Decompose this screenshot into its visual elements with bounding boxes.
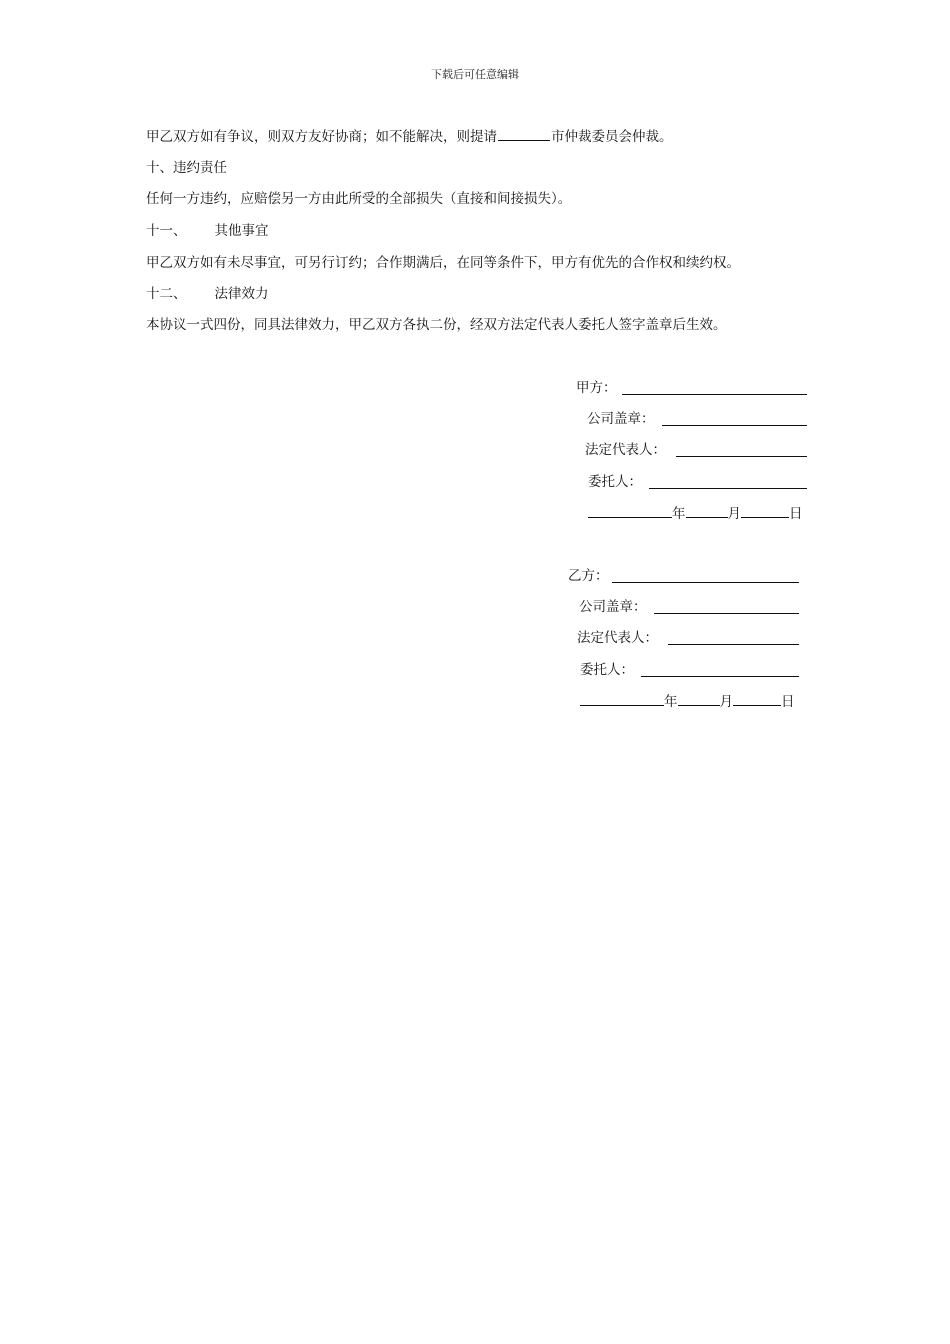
section-12-title: 法律效力 xyxy=(214,286,269,302)
party-a-rep-label: 法定代表人： xyxy=(585,442,666,458)
dispute-paragraph xyxy=(146,128,673,146)
party-b-name-line[interactable] xyxy=(612,582,799,583)
party-b-year-blank[interactable] xyxy=(580,692,664,706)
section-11-heading xyxy=(146,222,269,240)
party-a-day-blank[interactable] xyxy=(741,504,789,518)
party-b-agent-label: 委托人： xyxy=(580,662,634,678)
party-b-day-blank[interactable] xyxy=(733,692,781,706)
party-a-day-label: 日 xyxy=(789,506,803,522)
party-a-date xyxy=(588,504,803,523)
section-12-text: 本协议一式四份，同具法律效力，甲乙双方各执二份，经双方法定代表人委托人签字盖章后生效。 xyxy=(146,317,727,333)
section-10-text: 任何一方违约，应赔偿另一方由此所受的全部损失（直接和间接损失）。 xyxy=(146,191,572,207)
party-b-month-label: 月 xyxy=(719,694,733,710)
page-header: 下载后可任意编辑 xyxy=(431,68,519,81)
party-b-day-label: 日 xyxy=(781,694,795,710)
party-a-seal-label: 公司盖章： xyxy=(587,411,655,427)
party-a-year-label: 年 xyxy=(672,506,686,522)
party-a-name-line[interactable] xyxy=(622,394,807,395)
party-b-rep-label: 法定代表人： xyxy=(577,630,658,646)
party-b-date xyxy=(580,692,795,711)
party-b-label: 乙方： xyxy=(568,568,609,584)
arbitration-city-blank[interactable] xyxy=(498,128,550,141)
dispute-text-after: 市仲裁委员会仲裁。 xyxy=(551,129,673,145)
party-a-agent-line[interactable] xyxy=(649,488,807,489)
party-a-month-label: 月 xyxy=(727,506,741,522)
section-11-title: 其他事宜 xyxy=(214,223,269,239)
section-12-heading xyxy=(146,285,269,303)
party-b-seal-label: 公司盖章： xyxy=(579,599,647,615)
party-a-rep-line[interactable] xyxy=(676,456,807,457)
party-b-seal-line[interactable] xyxy=(654,613,799,614)
party-b-year-label: 年 xyxy=(664,694,678,710)
party-b-agent-line[interactable] xyxy=(641,676,799,677)
party-b-month-blank[interactable] xyxy=(678,692,720,706)
section-12-number: 十二、 xyxy=(146,286,187,302)
section-11-number: 十一、 xyxy=(146,223,187,239)
party-a-label: 甲方： xyxy=(576,380,617,396)
party-a-seal-line[interactable] xyxy=(662,425,807,426)
party-a-month-blank[interactable] xyxy=(686,504,728,518)
party-b-rep-line[interactable] xyxy=(668,644,799,645)
party-a-agent-label: 委托人： xyxy=(588,474,642,490)
section-10-heading: 十、违约责任 xyxy=(146,160,227,176)
party-a-year-blank[interactable] xyxy=(588,504,672,518)
dispute-text-before: 甲乙双方如有争议，则双方友好协商；如不能解决，则提请 xyxy=(146,129,497,145)
section-11-text: 甲乙双方如有未尽事宜，可另行订约；合作期满后，在同等条件下，甲方有优先的合作权和续约权。 xyxy=(146,255,740,271)
